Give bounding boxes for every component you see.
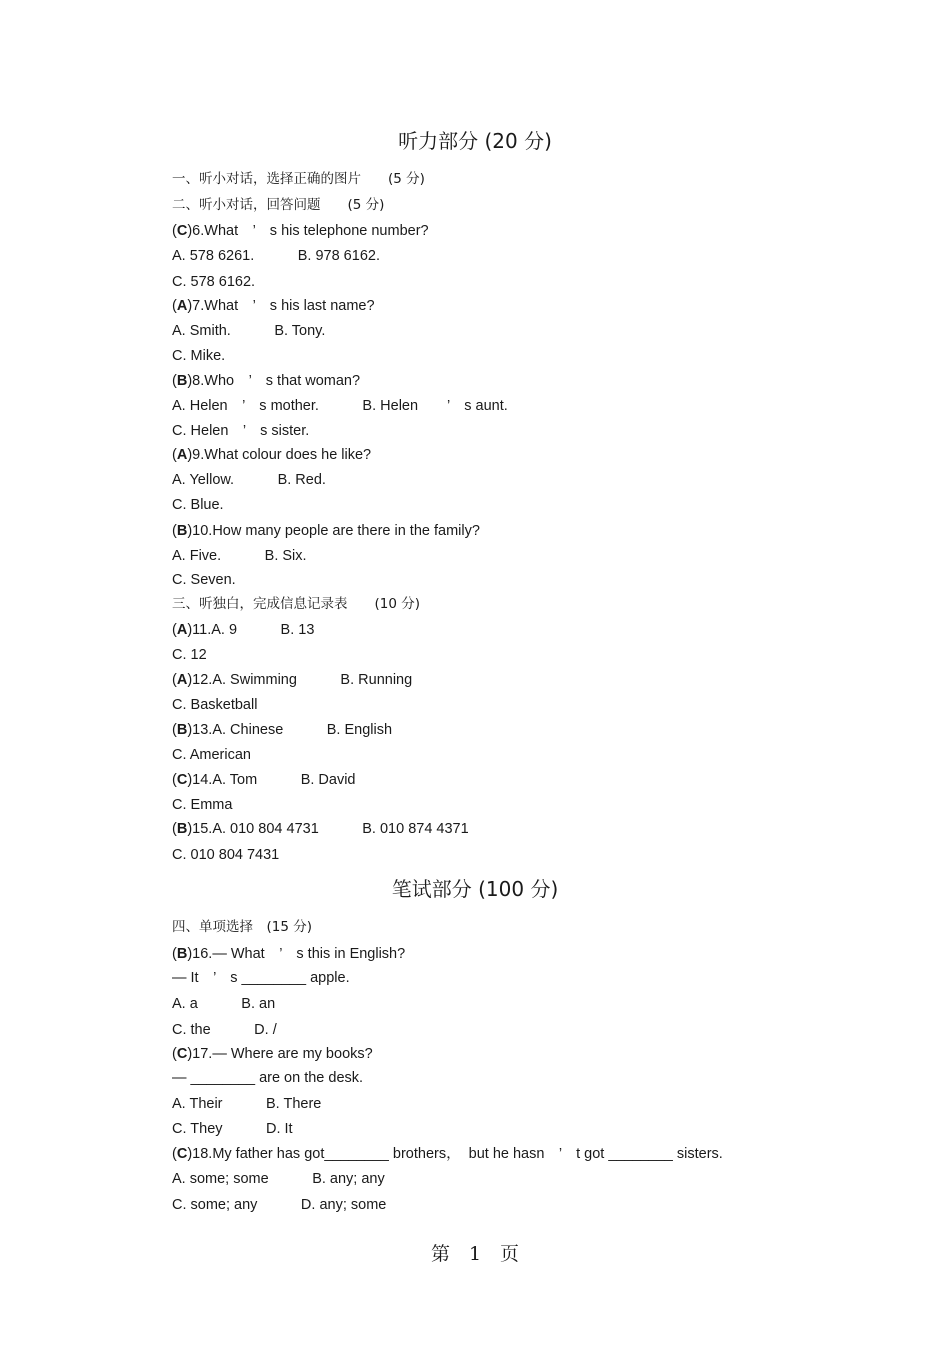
answer-key: B — [176, 523, 188, 539]
question-7-options-a: A. Smith. B. Tony. — [172, 323, 326, 339]
question-17-options-c: C. They D. It — [172, 1121, 293, 1137]
question-6: (C)6.What ’ s his telephone number? — [172, 223, 429, 239]
question-9: (A)9.What colour does he like? — [172, 447, 372, 463]
question-10-options-a: A. Five. B. Six. — [172, 548, 307, 564]
listening-title: 听力部分 (20 分) — [398, 129, 552, 153]
question-13: (B)13.A. Chinese B. English — [172, 722, 393, 738]
section-3-heading: 三、听独白，完成信息记录表 (10 分) — [172, 596, 421, 612]
question-9-options-c: C. Blue. — [172, 497, 224, 513]
question-16-options-c: C. the D. / — [172, 1022, 277, 1038]
written-title: 笔试部分 (100 分) — [391, 877, 559, 901]
question-7-options-c: C. Mike. — [172, 348, 226, 364]
section-2-heading: 二、听小对话，回答问题 (5 分) — [172, 197, 385, 213]
answer-key: C — [176, 223, 188, 239]
question-16: (B)16.— What ’ s this in English? — [172, 946, 406, 962]
question-12-options-c: C. Basketball — [172, 697, 258, 713]
question-15: (B)15.A. 010 804 4731 B. 010 874 4371 — [172, 821, 469, 837]
answer-key: A — [176, 447, 188, 463]
answer-key: B — [176, 373, 188, 389]
question-11: (A)11.A. 9 B. 13 — [172, 622, 315, 638]
question-16-line-2: — It ’ s ________ apple. — [172, 970, 350, 986]
answer-key: B — [176, 821, 188, 837]
question-17-line-2: — ________ are on the desk. — [172, 1070, 364, 1086]
question-6-options-a: A. 578 6261. B. 978 6162. — [172, 248, 380, 264]
question-10-options-c: C. Seven. — [172, 572, 236, 588]
question-12: (A)12.A. Swimming B. Running — [172, 672, 413, 688]
question-18-options-a: A. some; some B. any; any — [172, 1171, 385, 1187]
question-6-options-c: C. 578 6162. — [172, 274, 256, 290]
section-1-heading: 一、听小对话，选择正确的图片 (5 分) — [172, 171, 425, 187]
answer-key: B — [176, 946, 188, 962]
answer-key: A — [176, 622, 188, 638]
answer-key: C — [176, 1146, 188, 1162]
answer-key: C — [176, 1046, 188, 1062]
page-number: 第 1 页 — [430, 1243, 520, 1265]
question-17: (C)17.— Where are my books? — [172, 1046, 373, 1062]
question-8-options-a: A. Helen ’ s mother. B. Helen ’ s aunt. — [172, 398, 508, 414]
question-18: (C)18.My father has got________ brothers， but he hasn ’ t got ________ sisters. — [172, 1146, 723, 1162]
question-17-options-a: A. Their B. There — [172, 1096, 322, 1112]
question-13-options-c: C. American — [172, 747, 251, 763]
answer-key: A — [176, 298, 188, 314]
answer-key: C — [176, 772, 188, 788]
question-14: (C)14.A. Tom B. David — [172, 772, 356, 788]
answer-key: B — [176, 722, 188, 738]
section-4-heading: 四、单项选择 (15 分) — [172, 919, 313, 935]
answer-key: A — [176, 672, 188, 688]
question-18-options-c: C. some; any D. any; some — [172, 1197, 387, 1213]
question-10: (B)10.How many people are there in the family? — [172, 523, 480, 539]
question-14-options-c: C. Emma — [172, 797, 233, 813]
question-7: (A)7.What ’ s his last name? — [172, 298, 375, 314]
question-15-options-c: C. 010 804 7431 — [172, 847, 280, 863]
question-11-options-c: C. 12 — [172, 647, 207, 663]
question-8-options-c: C. Helen ’ s sister. — [172, 423, 310, 439]
question-9-options-a: A. Yellow. B. Red. — [172, 472, 326, 488]
question-16-options-a: A. a B. an — [172, 996, 276, 1012]
question-8: (B)8.Who ’ s that woman? — [172, 373, 361, 389]
